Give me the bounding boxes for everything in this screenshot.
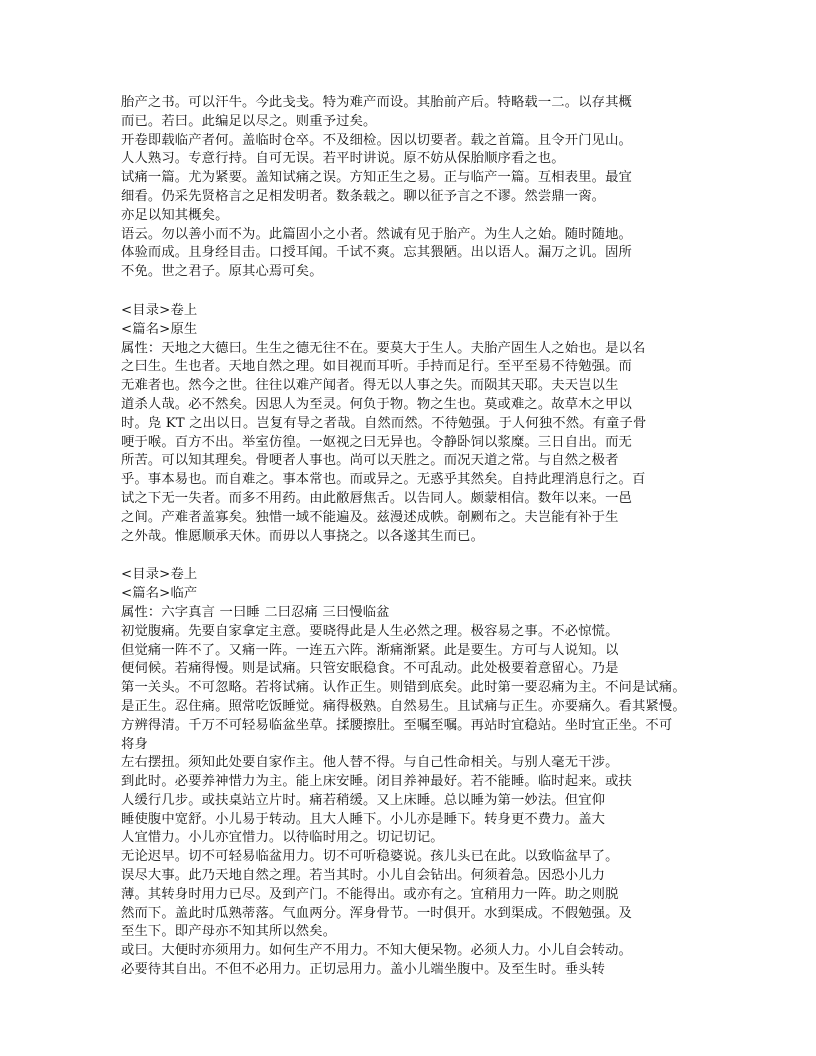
- document-page: [121, 94, 701, 980]
- text-line: 语云。勿以善小而不为。此篇固小之小者。然诚有见于胎产。为生人之始。随时随地。: [121, 226, 632, 242]
- text-line: 是正生。忍住痛。照常吃饭睡觉。痛得极熟。自然易生。且试痛与正生。亦要痛久。看其紧慢。: [121, 698, 686, 714]
- text-line: 细看。仍采先贤格言之足相发明者。数条载之。聊以征予言之不谬。然尝鼎一脔。: [121, 188, 606, 204]
- text-line: 之外哉。惟愿顺承天休。而毋以人事挠之。以各遂其生而已。: [121, 528, 485, 544]
- text-line: 然而下。盖此时瓜熟蒂落。气血两分。浑身骨节。一时俱开。水到渠成。不假勉强。及: [121, 905, 632, 921]
- text-line: 必要待其自出。不但不必用力。正切忌用力。盖小儿端坐腹中。及至生时。垂头转: [121, 962, 606, 978]
- text-line: 人缓行几步。或扶桌站立片时。痛若稍缓。又上床睡。总以睡为第一妙法。但宜仰: [121, 792, 606, 808]
- section-linchan: [121, 566, 701, 980]
- text-line: 薄。其转身时用力已尽。及到产门。不能得出。或亦有之。宜稍用力一阵。助之则脱: [121, 886, 619, 902]
- text-line: 属性：六字真言 一曰睡 二曰忍痛 三曰慢临盆: [121, 604, 390, 620]
- text-line: 之曰生。生也者。天地自然之理。如目视而耳听。手持而足行。至平至易不待勉强。而: [121, 359, 632, 375]
- text-line: 方辨得清。千万不可轻易临盆坐草。揉腰擦肚。至嘱至嘱。再站时宜稳站。坐时宜正坐。不可: [121, 717, 673, 733]
- text-line: 亦足以知其概矣。: [121, 207, 229, 223]
- section-gap: [121, 282, 701, 302]
- text-line: 试痛一篇。尤为紧要。盖知试痛之误。方知正生之易。正与临产一篇。互相表里。最宜: [121, 170, 632, 186]
- text-line: 哽于喉。百方不出。举室仿徨。一妪视之曰无异也。令静卧饲以浆糜。三日自出。而无: [121, 434, 632, 450]
- text-line: 人宜惜力。小儿亦宜惜力。以待临时用之。切记切记。: [121, 830, 444, 846]
- text-line: 睡使腹中宽舒。小儿易于转动。且大人睡下。小儿亦是睡下。转身更不费力。盖大: [121, 811, 606, 827]
- section-gap: [121, 546, 701, 566]
- text-line: 无论迟早。切不可轻易临盆用力。切不可听稳婆说。孩儿头已在此。以致临盆早了。: [121, 849, 619, 865]
- text-line: 误尽大事。此乃天地自然之理。若当其时。小儿自会钻出。何须着急。因恐小儿力: [121, 868, 606, 884]
- text-line: <篇名>原生: [121, 321, 198, 337]
- text-line: 胎产之书。可以汗牛。今此戋戋。特为难产而设。其胎前产后。特略载一二。以存其概: [121, 95, 632, 110]
- text-line: 到此时。必要养神惜力为主。能上床安睡。闭目养神最好。若不能睡。临时起来。或扶: [121, 774, 632, 790]
- text-line: <目录>卷上: [121, 302, 198, 318]
- text-line: <目录>卷上: [121, 567, 198, 583]
- text-line: <篇名>临产: [121, 586, 198, 602]
- text-line: 体验而成。且身经目击。口授耳闻。千试不爽。忘其猥陋。出以语人。漏万之讥。固所: [121, 245, 632, 261]
- text-line: 但觉痛一阵不了。又痛一阵。一连五六阵。渐痛渐紧。此是要生。方可与人说知。以: [121, 642, 619, 658]
- text-line: 乎。事本易也。而自难之。事本常也。而或异之。无惑乎其然矣。自持此理消息行之。百: [121, 472, 646, 488]
- text-line: 左右摆扭。须知此处要自家作主。他人替不得。与自己性命相关。与别人毫无干涉。: [121, 755, 619, 771]
- text-line: 或曰。大便时亦须用力。如何生产不用力。不知大便呆物。必须人力。小儿自会转动。: [121, 943, 632, 959]
- section-yuansheng: [121, 302, 701, 546]
- text-line: 属性：天地之大德曰。生生之德无往不在。要莫大于生人。夫胎产固生人之始也。是以名: [121, 340, 646, 356]
- text-line: 至生下。即产母亦不知其所以然矣。: [121, 924, 337, 940]
- text-line: 人人熟习。专意行持。自可无误。若平时讲说。原不妨从保胎顺序看之也。: [121, 151, 565, 167]
- text-line: 开卷即载临产者何。盖临时仓卒。不及细检。因以切要者。载之首篇。且令开门见山。: [121, 132, 632, 148]
- text-line: 不免。世之君子。原其心焉可矣。: [121, 264, 323, 280]
- text-line: 第一关头。不可忽略。若将试痛。认作正生。则错到底矣。此时第一要忍痛为主。不问是试痛。: [121, 680, 686, 696]
- text-line: 时。凫 KT 之出以日。岂复有导之者哉。自然而然。不待勉强。于人何独不然。有童子骨: [121, 415, 647, 431]
- text-line: 道杀人哉。必不然矣。因思人为至灵。何负于物。物之生也。莫或难之。故草木之甲以: [121, 396, 632, 412]
- text-line: 所苦。可以知其理矣。骨哽者人事也。尚可以天胜之。而况天道之常。与自然之极者: [121, 453, 619, 469]
- text-line: 之间。产难者盖寡矣。独惜一域不能遍及。兹漫述成帙。剞劂布之。夫岂能有补于生: [121, 509, 619, 525]
- preface-text: [121, 94, 701, 282]
- text-line: 便伺候。若痛得慢。则是试痛。只管安眠稳食。不可乱动。此处极要着意留心。乃是: [121, 661, 619, 677]
- text-line: 而已。若曰。此编足以尽之。则重予过矣。: [121, 113, 377, 129]
- text-line: 初觉腹痛。先要自家拿定主意。要晓得此是人生必然之理。极容易之事。不必惊慌。: [121, 623, 619, 639]
- text-line: 无难者也。然今之世。往往以难产闻者。得无以人事之失。而陨其天耶。夫天岂以生: [121, 378, 619, 394]
- text-line: 试之下无一失者。而多不用药。由此敝唇焦舌。以告同人。颇蒙相信。数年以来。一邑: [121, 490, 632, 506]
- text-line: 将身: [121, 736, 148, 752]
